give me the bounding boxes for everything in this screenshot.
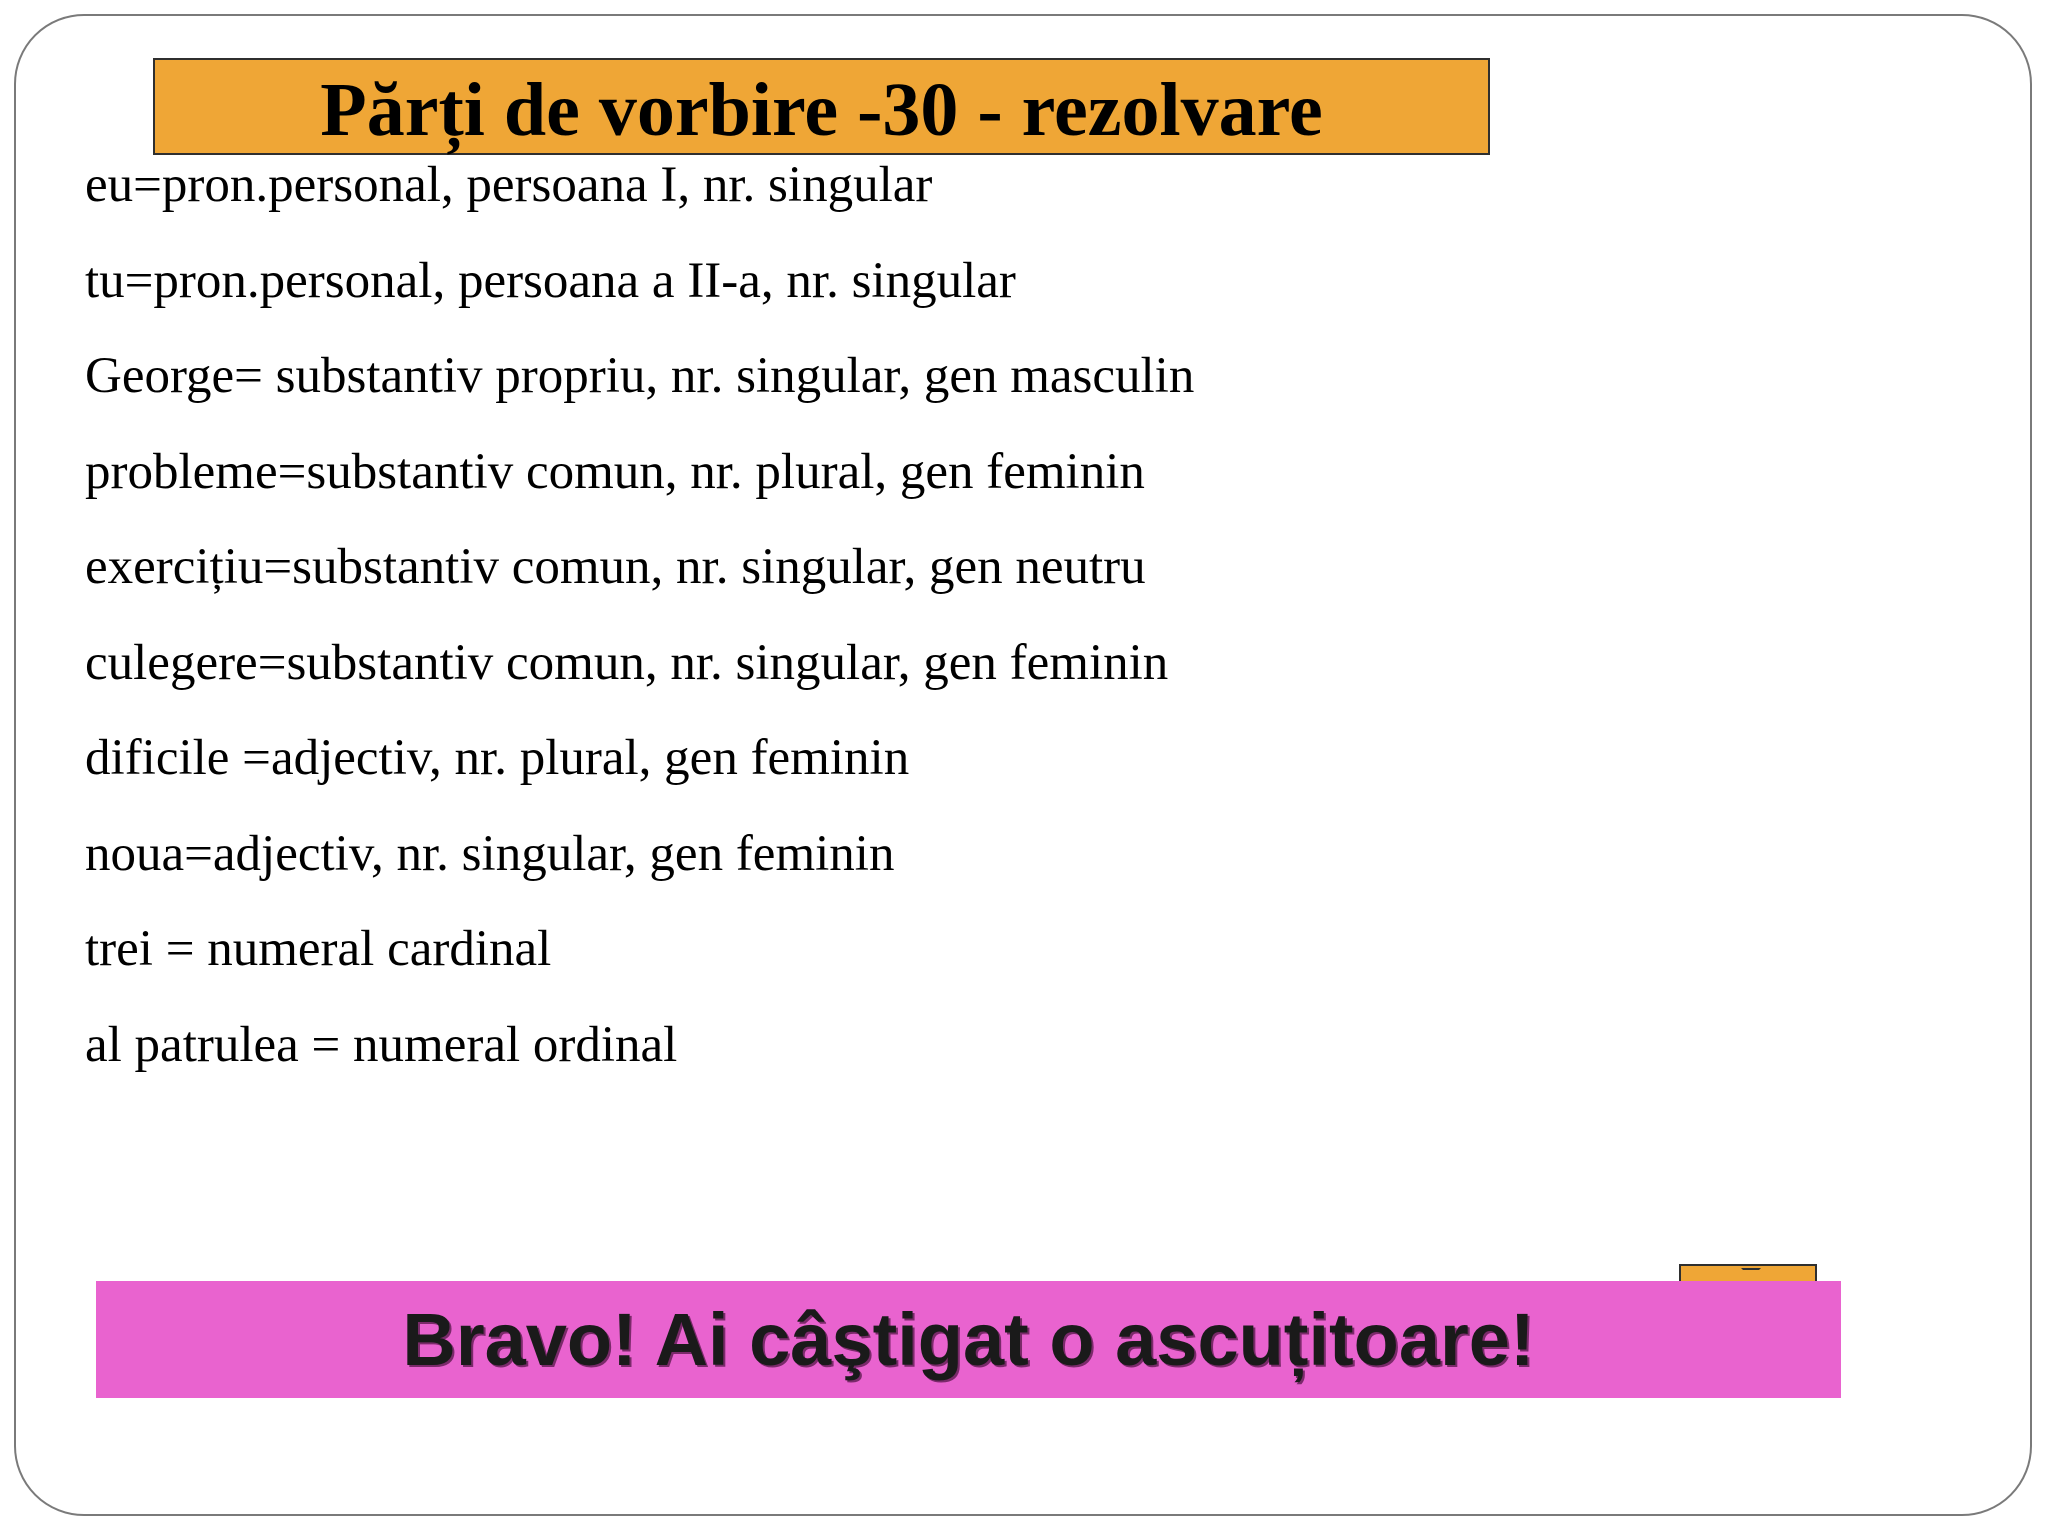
answer-line-2: tu=pron.personal, persoana a II-a, nr. singular: [85, 252, 1016, 309]
title-box: [153, 58, 1490, 155]
answer-line-6: culegere=substantiv comun, nr. singular, gen feminin: [85, 634, 1169, 691]
slide-title: Părți de vorbire -30 - rezolvare: [320, 67, 1323, 152]
reward-banner-text: Bravo! Ai câştigat o ascuțitoare!: [402, 1297, 1535, 1381]
answer-line-3: George= substantiv propriu, nr. singular, gen masculin: [85, 348, 1195, 404]
answer-line-7: dificile =adjectiv, nr. plural, gen feminin: [85, 730, 910, 786]
reward-banner: [96, 1281, 1841, 1398]
answer-list: [85, 150, 1194, 1105]
answer-line-9: trei = numeral cardinal: [85, 921, 552, 977]
answer-line-10: al patrulea = numeral ordinal: [85, 1016, 678, 1073]
answer-line-4: probleme=substantiv comun, nr. plural, gen feminin: [85, 443, 1145, 500]
answer-line-5: exercițiu=substantiv comun, nr. singular, gen neutru: [85, 539, 1146, 595]
partial-glyph-mark: [1741, 1268, 1761, 1276]
answer-line-1: eu=pron.personal, persoana I, nr. singular: [85, 157, 933, 213]
answer-line-8: noua=adjectiv, nr. singular, gen feminin: [85, 825, 895, 882]
